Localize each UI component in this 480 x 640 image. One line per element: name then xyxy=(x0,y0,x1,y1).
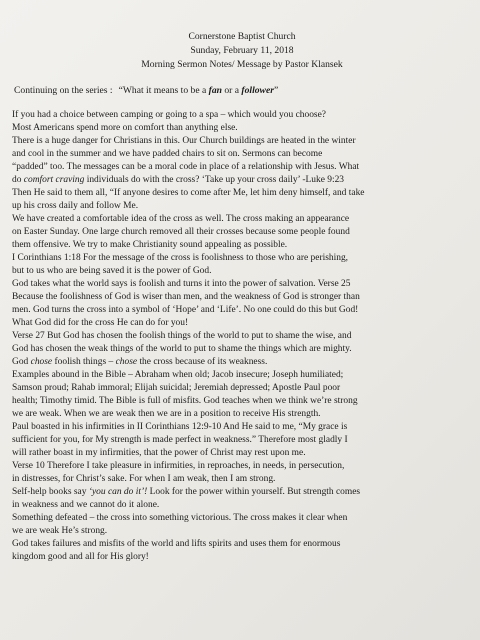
body-text-2: individuals do with the cross? ‘Take up your cross daily’ -Luke 9:23 Then He said to them all, “If anyone desires to come after Me, let him deny himself, and take up his cross daily and follow Me. We have created a comfortable idea of the cross as well. The cross making an appearance on Easter Sunday. One large church removed all their crosses because some people found them offensive. We try to make Christianity sound appealing as possible. I Corinthians 1:18 For the message of the cross is foolishness to those who are perishing, but to us who are being saved it is the power of God. God takes what the world says is foolish and turns it into the power of salvation. Verse 25 Because the foolishness of God is wiser than men, and the weakness of God is stronger than men. God turns the cross into a symbol of ‘Hope’ and ‘Life’. No one could do this but God! What God did for the cross He can do for you! Verse 27 But God has chosen the foolish things of the world to put to shame the wise, and God has chosen the weak things of the world to put to shame the things which are mighty. God xyxy=(12,175,365,367)
series-word-or: or a xyxy=(221,85,242,96)
sermon-body xyxy=(12,109,472,564)
body-text-4: the cross because of its weakness. Examples abound in the Bible – Abraham when old; Jacob insecure; Joseph humiliated; Samson proud; Rahab immoral; Elijah suicidal; Jeremiah depressed; Apostle Paul poor health; Timothy timid. The Bible is full of misfits. God teaches when we think we’re strong we are weak. When we are weak then we are in a position to receive His strength. Paul boasted in his infirmities in II Corinthians 12:9-10 And He said to me, “My grace is sufficient for you, for My strength is made perfect in weakness.” Therefore most gladly I will rather boast in my infirmities, that the power of Christ may rest upon me. Verse 10 Therefore I take pleasure in infirmities, in reproaches, in needs, in persecution, in distresses, for Christ’s sake. For when I am weak, then I am strong. Self-help books say xyxy=(12,357,358,497)
body-text-1: If you had a choice between camping or going to a spa – which would you choose? Most Americans spend more on comfort than anything else. There is a huge danger for Christians in this. Our Church buildings are heated in the winter and cool in the summer and we have padded chairs to sit on. Sermons can become “padded” too. The messages can be a moral code in place of a relationship with Jesus. What do xyxy=(12,110,360,185)
series-word-fan: fan xyxy=(208,85,222,96)
series-quote-open: “What it means to be a xyxy=(118,85,209,96)
series-quote-close: ” xyxy=(273,85,279,96)
series-word-follower: follower xyxy=(241,85,274,96)
body-italic-chose-2: chose xyxy=(115,357,138,367)
church-name: Cornerstone Baptist Church xyxy=(188,31,296,42)
sermon-date: Sunday, February 11, 2018 xyxy=(190,45,294,56)
series-title xyxy=(119,85,279,96)
body-text-5: Look for the power within yourself. But strength comes in weakness and we cannot do it alone. Something defeated – the cross into something victorious. The cross makes it clear when we are weak He’s strong. God takes failures and misfits of the world and lifts spirits and uses them for enormous kingdom good and all for His glory! xyxy=(12,487,361,562)
body-italic-chose-1: chose xyxy=(30,357,53,367)
body-italic-you-can-do-it: ‘you can do it’! xyxy=(88,487,148,497)
body-text-3: foolish things – xyxy=(52,357,116,367)
series-line xyxy=(14,84,472,97)
body-italic-comfort-craving: comfort craving xyxy=(23,175,85,185)
sermon-subtitle: Morning Sermon Notes/ Message by Pastor Klansek xyxy=(141,59,343,70)
series-lead: Continuing on the series : xyxy=(14,85,113,96)
header xyxy=(12,30,472,72)
